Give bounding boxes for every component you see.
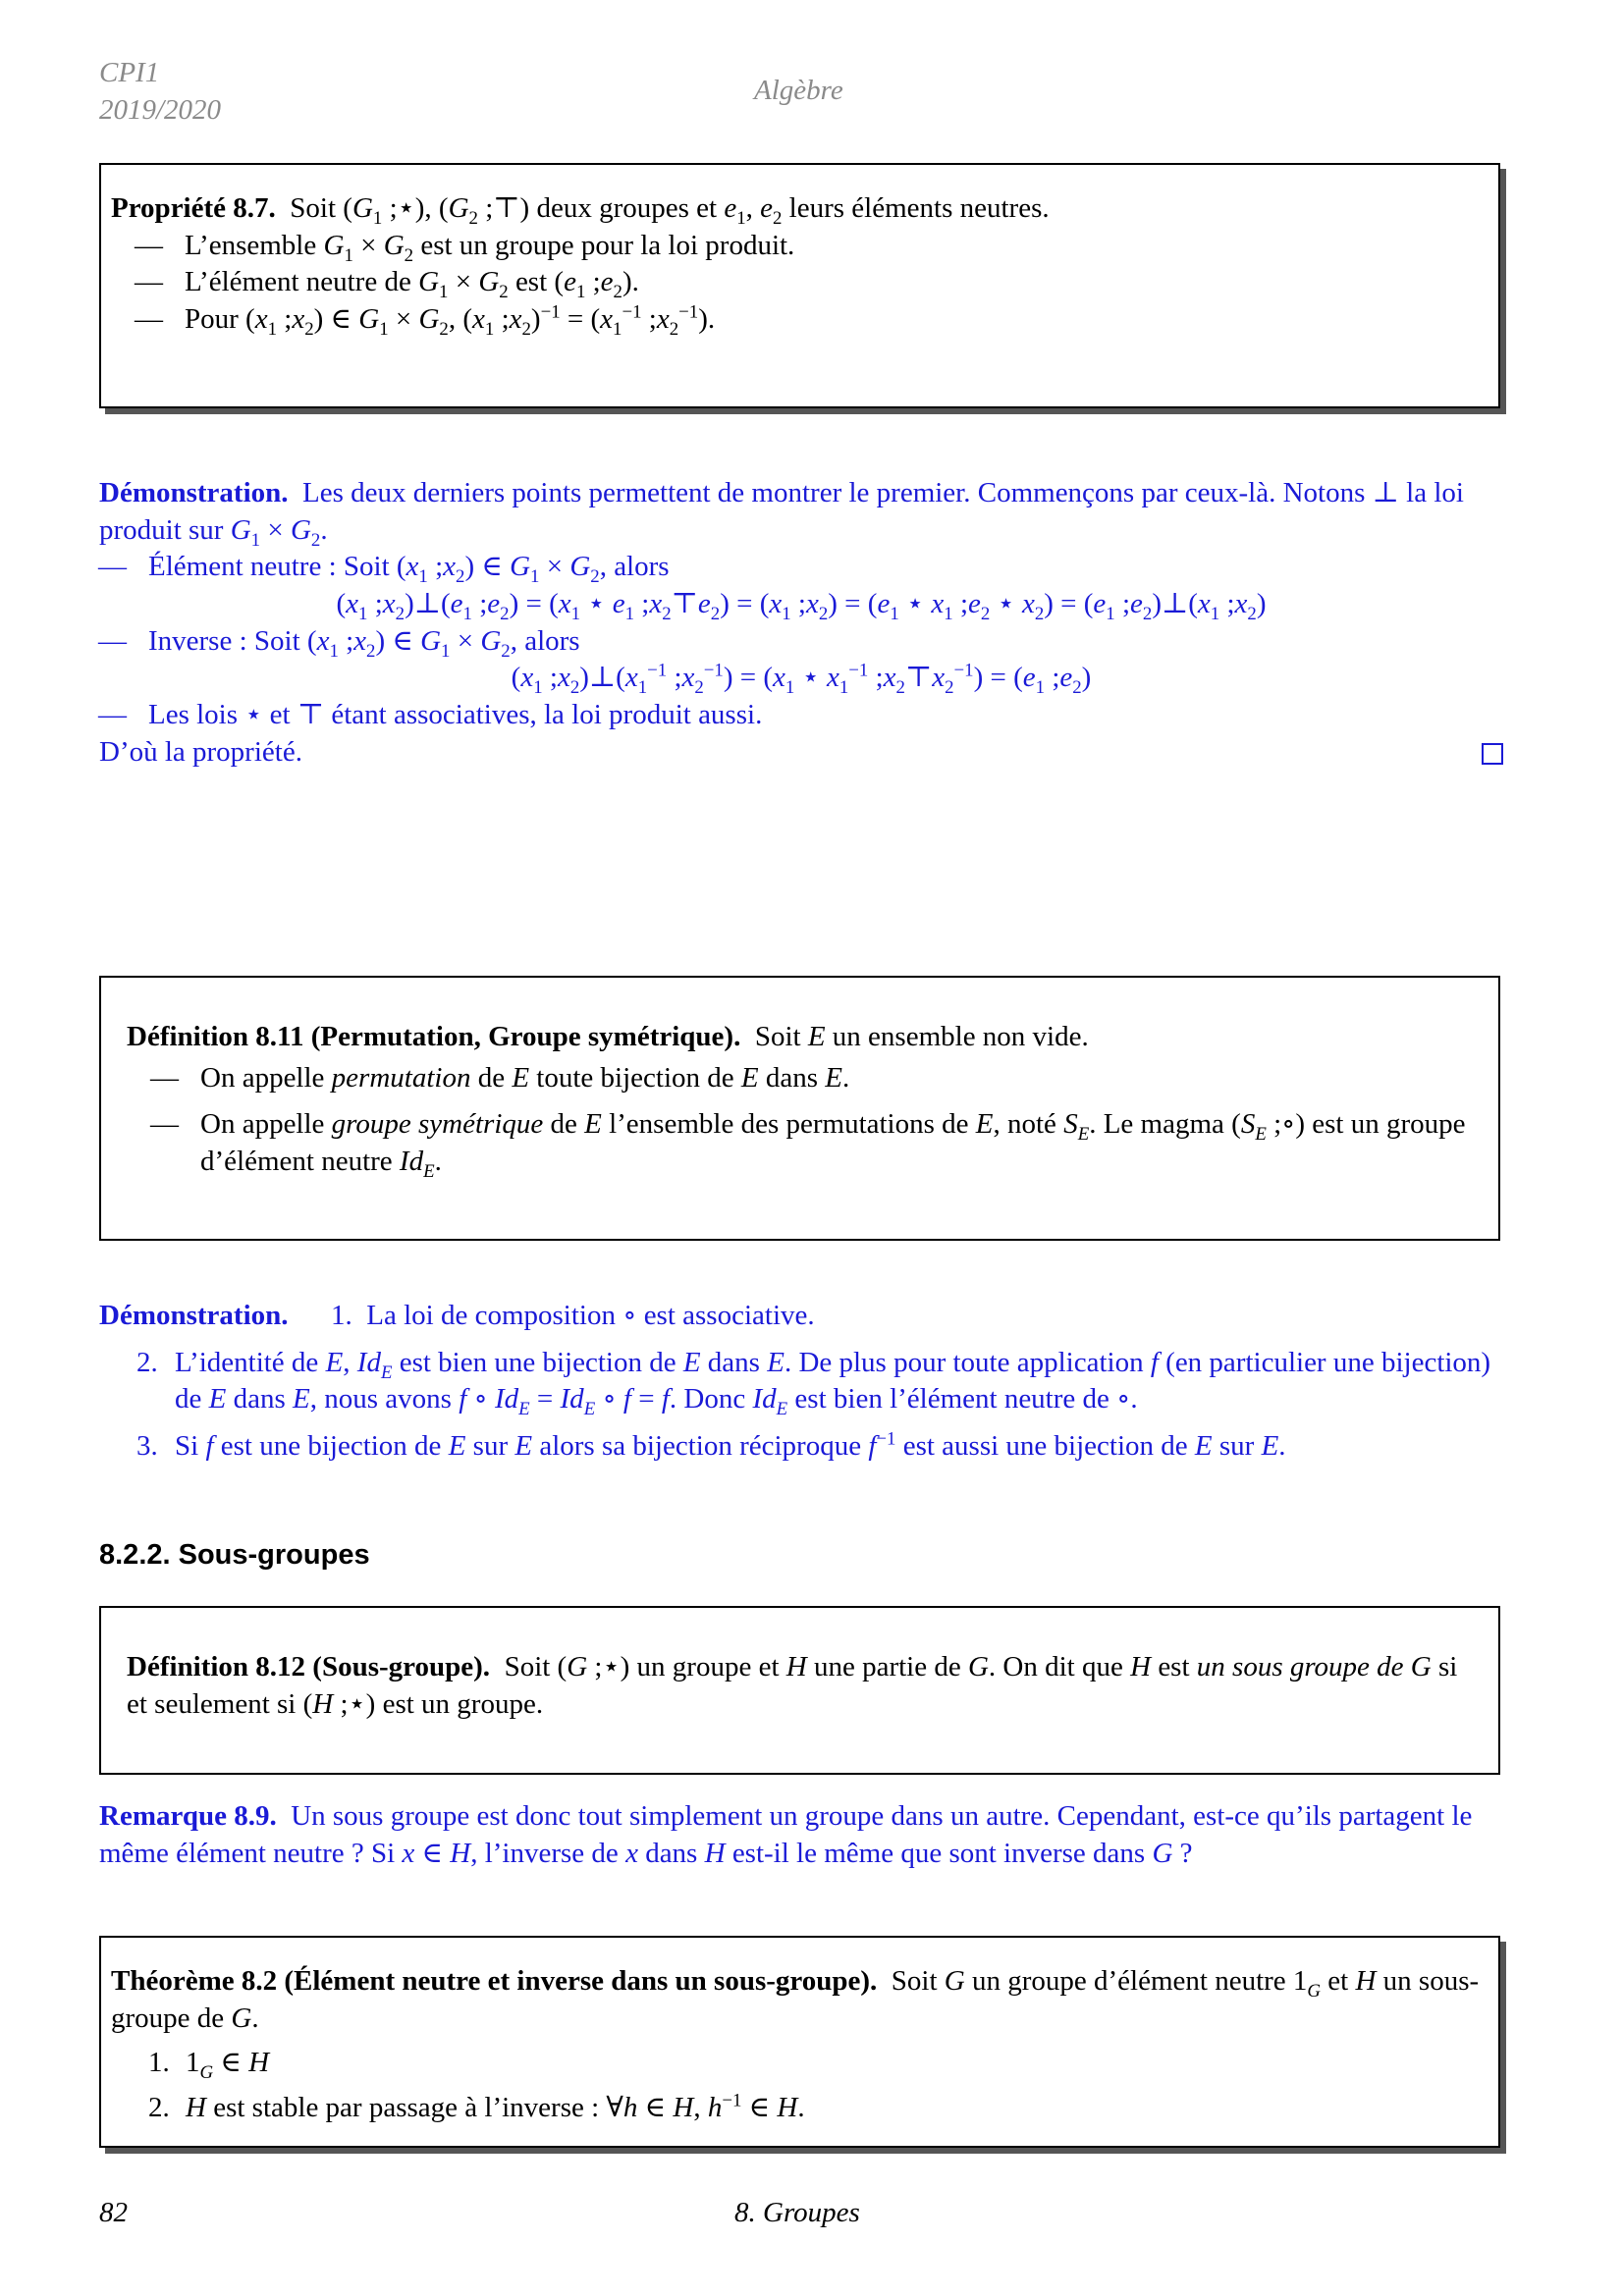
running-header-left xyxy=(99,55,221,129)
property-8-7-item: — L’ensemble $G_1 \times G_2$ est un groupe pour la loi produit. xyxy=(111,228,1488,265)
theorem-8-2-item-2: 2. H est stable par passage à l’inverse : ∀h ∈ H, $h^{-1}$ ∈ H. xyxy=(148,2090,805,2124)
proof-conclusion: D’où la propriété. xyxy=(99,735,302,768)
definition-8-12-box xyxy=(99,1606,1500,1775)
property-8-7-item: — Pour ($x_1$ $;x_2$) ∈ $G_1 \times G_2$, ($x_1$ $;x_2)^{-1} = (x_1^{-1}$ $;x_2^{-1}$). xyxy=(111,301,1488,339)
theorem-8-2-list xyxy=(111,2045,1488,2126)
definition-8-11-label: Définition 8.11 (Permutation, Groupe symétrique). xyxy=(127,1021,741,1052)
qed-square-icon xyxy=(1482,734,1503,772)
proof-conclusion-line xyxy=(99,734,1503,772)
proof2-first-line: Démonstration. 1. La loi de composition ∘ est associative. xyxy=(99,1300,815,1331)
definition-8-11-box xyxy=(99,976,1500,1241)
section-title: 8.2.2. Sous-groupes xyxy=(99,1539,370,1571)
remark-8-9-text: Remarque 8.9. Un sous groupe est donc tout simplement un groupe dans un autre. Cependant, est-ce qu’ils partagent le même élément neutre ? Si x ∈ H, l’inverse de x dans H est-il le même que sont inverse dans G ? xyxy=(99,1800,1473,1869)
equation-neutral: ($x_1$ $;x_2)\perp(e_1$ $;e_2) = (x_1$ ⋆ $e_1$ $;x_2⊤e_2) = (x_1$ $;x_2) = (e_1$ ⋆ $x_1$ $;e_2$ ⋆ $x_2) = (e_1$ $;e_2)\perp(x_1$ $;x_2$) xyxy=(336,588,1267,624)
property-8-7-label: Propriété 8.7. xyxy=(111,192,276,224)
proof-inverse-item: — Inverse : Soit ($x_1$ $;x_2$) ∈ $G_1 \times G_2$, alors xyxy=(75,623,1503,661)
proof-assoc-item: — Les lois ⋆ et ⊤ étant associatives, la loi produit aussi. xyxy=(75,697,1503,734)
remark-8-9-label: Remarque 8.9. xyxy=(99,1800,277,1832)
equation-inverse: ($x_1$ $;x_2)\perp(x_1^{-1}$ $;x_2^{-1}) = (x_1$ ⋆ $x_1^{-1}$ $;x_2⊤x_2^{-1}) = (e_1$ $;e_2$) xyxy=(511,660,1092,699)
property-8-7-item: — L’élément neutre de $G_1 \times G_2$ est ($e_1$ $;e_2$). xyxy=(111,264,1488,301)
proof-definition-8-11 xyxy=(99,1298,1503,1466)
proof-label: Démonstration. xyxy=(99,477,289,508)
remark-8-9 xyxy=(99,1798,1503,1872)
theorem-8-2-intro: Théorème 8.2 (Élément neutre et inverse dans un sous-groupe). Soit G un groupe d’élément neutre $1_G$ et H un sous-groupe de G. xyxy=(111,1965,1480,2034)
definition-8-11-item: — On appelle groupe symétrique de E l’ensemble des permutations de E, noté $S_E$. Le magma ($S_E$ ;∘) est un groupe d’élément neutre $Id_E$. xyxy=(127,1106,1473,1180)
definition-8-12-label: Définition 8.12 (Sous-groupe). xyxy=(127,1651,491,1682)
proof-neutral-item: — Élément neutre : Soit ($x_1$ $;x_2$) ∈ $G_1 \times G_2$, alors xyxy=(75,549,1503,586)
property-8-7-list xyxy=(111,228,1488,339)
definition-8-11-statement: Soit E un ensemble non vide. xyxy=(754,1021,1089,1052)
theorem-8-2-item-1: 1. $1_G$ ∈ H xyxy=(148,2047,270,2084)
proof2-item-3: 3. Si f est une bijection de E sur E alors sa bijection réciproque $f^{-1}$ est aussi une bijection de E sur E. xyxy=(136,1428,1286,1463)
page-number: 82 xyxy=(99,2197,128,2228)
proof-list-b xyxy=(75,623,1503,661)
proof-intro: Démonstration. Les deux derniers points permettent de montrer le premier. Commençons par ceux-là. Notons ⊥ la loi produit sur $G_1 \times G_2$. xyxy=(99,477,1464,551)
theorem-8-2-box xyxy=(99,1936,1500,2148)
running-header-subject: Algèbre xyxy=(754,75,843,106)
definition-8-12-text: Définition 8.12 (Sous-groupe). Soit (G ;⋆) un groupe et H une partie de G. On dit que H est un sous groupe de G si et seulement si (H ;⋆) est un groupe. xyxy=(127,1651,1458,1720)
proof2-list xyxy=(99,1345,1503,1466)
proof2-label: Démonstration. xyxy=(99,1300,289,1331)
definition-8-11-item: — On appelle permutation de E toute bijection de E dans E. xyxy=(127,1060,1473,1097)
proof2-item-1: La loi de composition ∘ est associative. xyxy=(366,1300,815,1331)
proof-list-a xyxy=(75,549,1503,586)
proof2-item-2: 2. L’identité de E, $Id_E$ est bien une bijection de E dans E. De plus pour toute application f (en particulier une bijection) de E dans E, nous avons f ∘ $Id_E = Id_E$ ∘ f = f. Donc $Id_E$ est bien l’élément neutre de ∘. xyxy=(136,1346,1491,1420)
proof-list-c xyxy=(75,697,1503,734)
property-8-7-intro xyxy=(111,190,1488,228)
course-name: CPI1 xyxy=(99,57,160,88)
proof-property-8-7 xyxy=(99,475,1503,772)
property-8-7-statement: Soit ($G_1$ ;⋆), ($G_2$ ;⊤) deux groupes et $e_1$, $e_2$ leurs éléments neutres. xyxy=(290,192,1050,229)
theorem-8-2-label: Théorème 8.2 (Élément neutre et inverse dans un sous-groupe). xyxy=(111,1965,878,1997)
property-8-7-box xyxy=(99,163,1500,408)
chapter-footer: 8. Groupes xyxy=(734,2197,860,2228)
definition-8-11-intro xyxy=(127,1019,1473,1056)
definition-8-11-list xyxy=(127,1060,1473,1181)
academic-year: 2019/2020 xyxy=(99,93,222,126)
